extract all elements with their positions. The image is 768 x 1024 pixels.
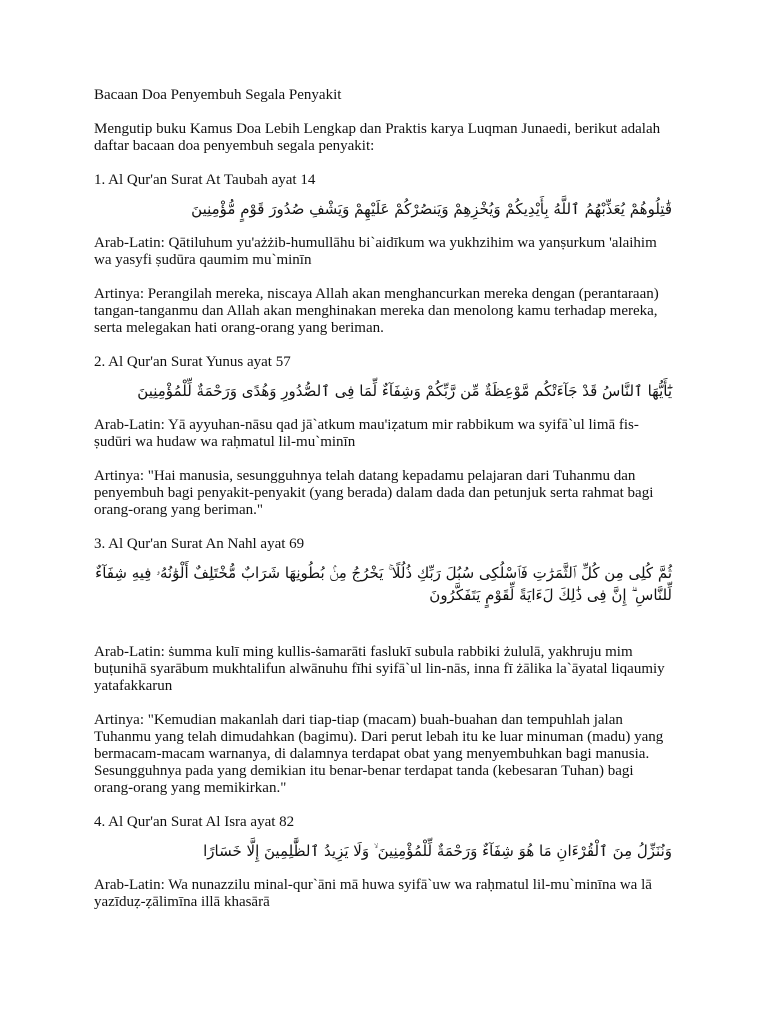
section-4-arabic: وَنُنَزِّلُ مِنَ ٱلْقُرْءَانِ مَا هُوَ شِفَآءٌ وَرَحْمَةٌ لِّلْمُؤْمِنِينَ ۙ وَلَا يَزِيدُ ٱلظَّٰلِمِينَ إِلَّا خَسَارًا	[203, 842, 672, 860]
section-3-latin: Arab-Latin: ṡumma kulī ming kullis-ṡamarāti faslukī subula rabbiki żululā, yakhruju mim buṭunihā syarābum mukhtalifun alwānuhu fīhi syifā`ul lin-nās, inna fī żālika la`āyatal liqaumiy yatafakkarun	[94, 644, 665, 694]
section-2-heading: 2. Al Qur'an Surat Yunus ayat 57	[94, 354, 291, 370]
document-title: Bacaan Doa Penyembuh Segala Penyakit	[94, 87, 342, 103]
section-3-meaning: Artinya: "Kemudian makanlah dari tiap-tiap (macam) buah-buahan dan tempuhlah jalan Tuhanmu yang telah dimudahkan (bagimu). Dari perut lebah itu ke luar minuman (madu) yang bermacam-macam warnanya, di dalamnya terdapat obat yang menyembuhkan bagi manusia. Sesungguhnya pada yang demikian itu benar-benar terdapat tanda (kebesaran Tuhan) bagi orang-orang yang memikirkan."	[94, 712, 664, 796]
section-2-arabic: يَٰٓأَيُّهَا ٱلنَّاسُ قَدْ جَآءَتْكُم مَّوْعِظَةٌ مِّن رَّبِّكُمْ وَشِفَآءٌ لِّمَا فِى ٱلصُّدُورِ وَهُدًى وَرَحْمَةٌ لِّلْمُؤْمِنِينَ	[137, 382, 672, 400]
section-3-heading: 3. Al Qur'an Surat An Nahl ayat 69	[94, 536, 305, 552]
section-2-meaning: Artinya: "Hai manusia, sesungguhnya telah datang kepadamu pelajaran dari Tuhanmu dan penyembuh bagi penyakit-penyakit (yang berada) dalam dada dan petunjuk serta rahmat bagi orang-orang yang beriman."	[94, 468, 654, 518]
intro-paragraph: Mengutip buku Kamus Doa Lebih Lengkap dan Praktis karya Luqman Junaedi, berikut adalah daftar bacaan doa penyembuh segala penyakit:	[94, 121, 661, 154]
section-1-heading: 1. Al Qur'an Surat At Taubah ayat 14	[94, 172, 316, 188]
section-4-heading: 4. Al Qur'an Surat Al Isra ayat 82	[94, 814, 295, 830]
section-1-meaning: Artinya: Perangilah mereka, niscaya Allah akan menghancurkan mereka dengan (perantaraan) tangan-tanganmu dan Allah akan menghinakan mereka dan menolong kamu terhadap mereka, serta melegakan hati orang-orang yang beriman.	[94, 286, 659, 336]
section-3-arabic: ثُمَّ كُلِى مِن كُلِّ ٱلثَّمَرَٰتِ فَٱسْلُكِى سُبُلَ رَبِّكِ ذُلُلًا ۚ يَخْرُجُ مِنۢ بُطُونِهَا شَرَابٌ مُّخْتَلِفٌ أَلْوَٰنُهُۥ فِيهِ شِفَآءٌ لِّلنَّاسِ ۗ إِنَّ فِى ذَٰلِكَ لَءَايَةً لِّقَوْمٍ يَتَفَكَّرُونَ	[95, 564, 672, 604]
section-1-latin: Arab-Latin: Qātiluhum yu'ażżib-humullāhu bi`aidīkum wa yukhzihim wa yanṣurkum 'alaihim wa yasyfi ṣudūra qaumim mu`minīn	[94, 235, 657, 268]
section-2-latin: Arab-Latin: Yā ayyuhan-nāsu qad jā`atkum mau'iẓatum mir rabbikum wa syifā`ul limā fis-ṣudūri wa hudaw wa raḥmatul lil-mu`minīn	[94, 417, 639, 450]
section-1-arabic: قَٰتِلُوهُمْ يُعَذِّبْهُمُ ٱللَّهُ بِأَيْدِيكُمْ وَيُخْزِهِمْ وَيَنصُرْكُمْ عَلَيْهِمْ وَيَشْفِ صُدُورَ قَوْمٍ مُّؤْمِنِينَ	[191, 200, 672, 218]
section-4-latin: Arab-Latin: Wa nunazzilu minal-qur`āni mā huwa syifā`uw wa raḥmatul lil-mu`minīna wa lā yazīduẓ-ẓālimīna illā khasārā	[94, 877, 652, 910]
